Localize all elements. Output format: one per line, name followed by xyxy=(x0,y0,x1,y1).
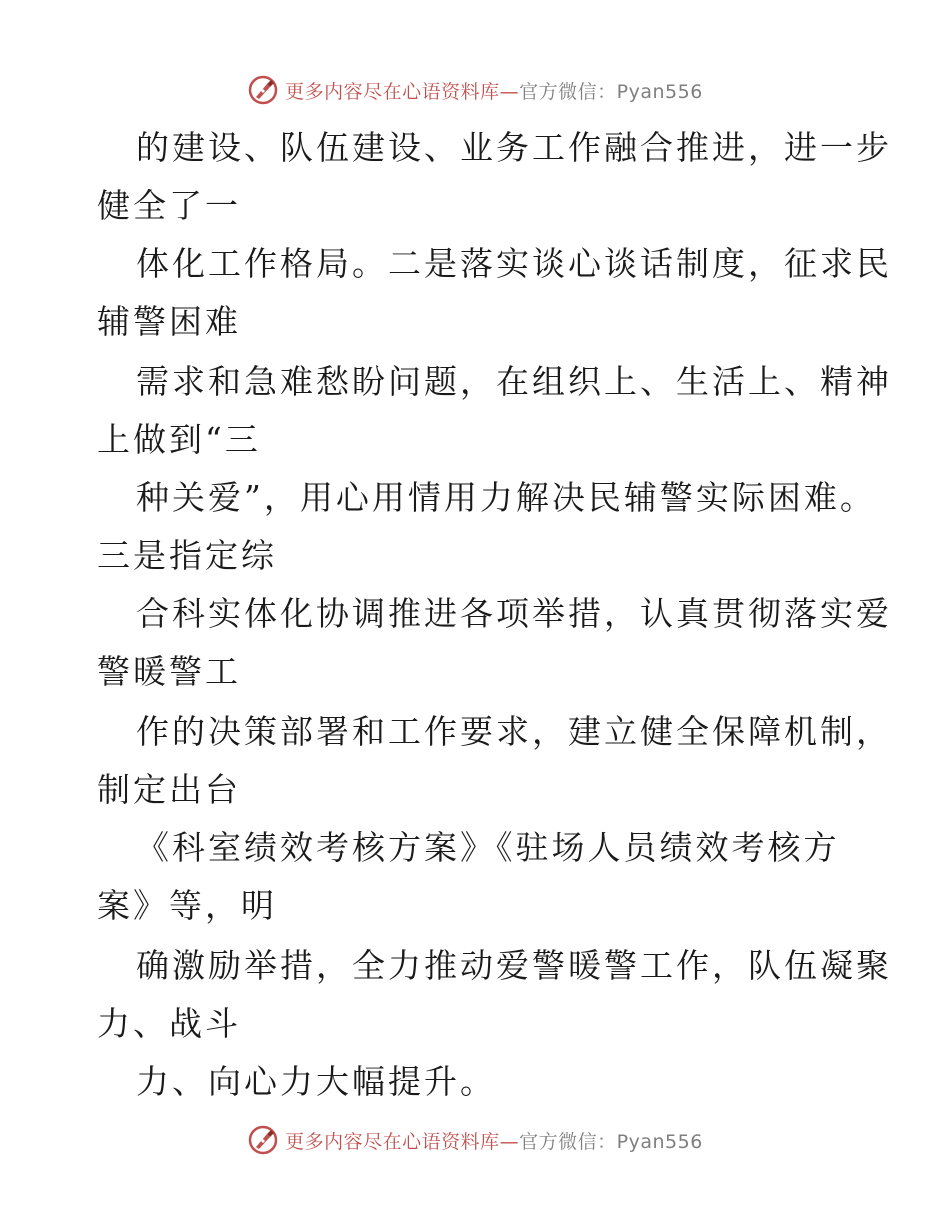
body-line: 体化工作格局。二是落实谈心谈话制度，征求民 xyxy=(136,244,892,283)
banner-wechat: 官方微信：Pyan556 xyxy=(519,80,703,103)
body-line: 确激励举措，全力推动爱警暖警工作，队伍凝聚 xyxy=(136,946,892,985)
body-line: 的建设、队伍建设、业务工作融合推进，进一步 xyxy=(136,128,892,167)
body-line: 上做到“三 xyxy=(97,420,261,459)
body-line: 《科室绩效考核方案》《驻场人员绩效考核方 xyxy=(136,828,840,867)
body-line: 案》等，明 xyxy=(97,886,277,925)
body-line: 需求和急难愁盼问题，在组织上、生活上、精神 xyxy=(136,362,892,401)
banner-wechat: 官方微信：Pyan556 xyxy=(519,1130,703,1153)
body-line: 合科实体化协调推进各项举措，认真贯彻落实爱 xyxy=(136,594,892,633)
footer-banner-text xyxy=(285,1127,703,1154)
body-line: 三是指定综 xyxy=(97,536,277,575)
body-line: 种关爱”，用心用情用力解决民辅警实际困难。 xyxy=(136,478,876,517)
body-line: 力、战斗 xyxy=(97,1004,241,1043)
banner-dash: — xyxy=(499,80,520,103)
banner-title: 更多内容尽在心语资料库 xyxy=(285,80,500,103)
body-line: 健全了一 xyxy=(97,186,241,225)
banner-dash: — xyxy=(499,1130,520,1153)
footer-banner xyxy=(0,1120,950,1160)
header-banner xyxy=(0,70,950,110)
body-line: 制定出台 xyxy=(97,770,241,809)
body-line: 作的决策部署和工作要求，建立健全保障机制， xyxy=(136,712,892,751)
pen-nib-circle-icon xyxy=(247,74,279,106)
banner-title: 更多内容尽在心语资料库 xyxy=(285,1130,500,1153)
body-line: 力、向心力大幅提升。 xyxy=(136,1062,496,1101)
pen-nib-circle-icon xyxy=(247,1124,279,1156)
body-line: 警暖警工 xyxy=(97,652,241,691)
header-banner-text xyxy=(285,77,703,104)
body-line: 辅警困难 xyxy=(97,302,241,341)
